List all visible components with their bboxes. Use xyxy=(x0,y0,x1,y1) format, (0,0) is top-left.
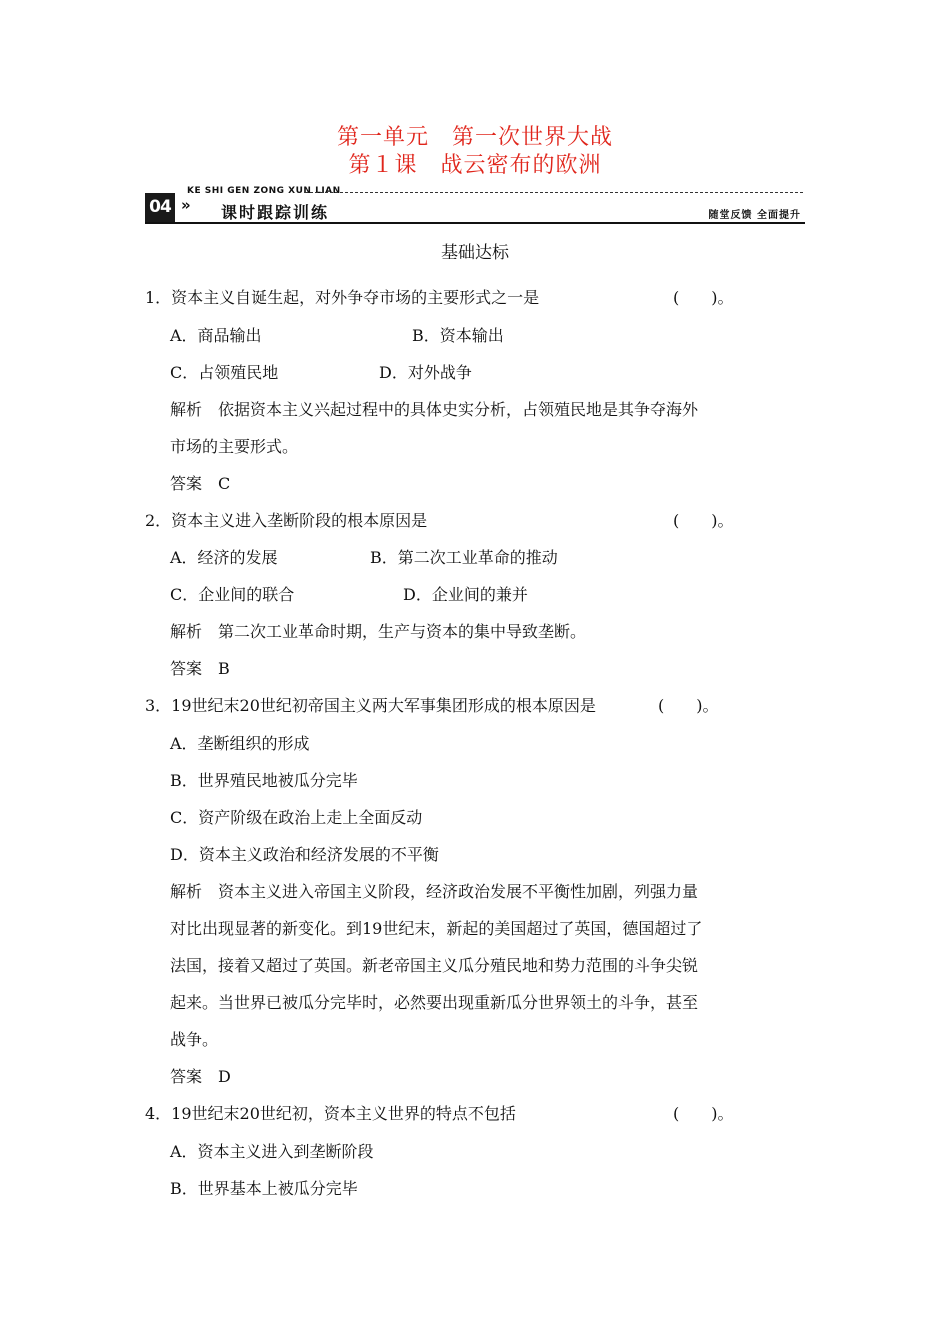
question-3-option-c: C．资产阶级在政治上走上全面反动 xyxy=(170,808,423,827)
question-3-answer: 答案 D xyxy=(170,1067,231,1086)
question-1-option-a: A．商品输出 xyxy=(170,326,262,345)
section-banner xyxy=(145,186,805,226)
question-1-option-c: C．占领殖民地 xyxy=(170,363,279,382)
question-3-stem: 3．19世纪末20世纪初帝国主义两大军事集团形成的根本原因是 xyxy=(145,696,596,715)
question-3-analysis-line: 法国，接着又超过了英国。新老帝国主义瓜分殖民地和势力范围的斗争尖锐 xyxy=(170,956,699,975)
question-2-analysis-line: 解析 第二次工业革命时期，生产与资本的集中导致垄断。 xyxy=(170,622,587,641)
question-3-option-d: D．资本主义政治和经济发展的不平衡 xyxy=(170,845,439,864)
question-2-answer-blank: ( )。 xyxy=(673,511,734,530)
question-2-option-b: B．第二次工业革命的推动 xyxy=(370,548,558,567)
question-3-analysis-line: 对比出现显著的新变化。到19世纪末，新起的美国超过了英国，德国超过了 xyxy=(170,919,703,938)
banner-dotted-divider xyxy=(305,192,803,193)
question-2-option-c: C．企业间的联合 xyxy=(170,585,295,604)
banner-badge: 04 xyxy=(145,193,175,222)
question-3-analysis-line: 解析 资本主义进入帝国主义阶段，经济政治发展不平衡性加剧，列强力量 xyxy=(170,882,699,901)
question-2-stem: 2．资本主义进入垄断阶段的根本原因是 xyxy=(145,511,428,530)
banner-title: 课时跟踪训练 xyxy=(221,203,330,222)
question-3-answer-blank: ( )。 xyxy=(658,696,719,715)
question-1-answer: 答案 C xyxy=(170,474,231,493)
section-title: 基础达标 xyxy=(441,243,509,263)
question-4-stem: 4．19世纪末20世纪初，资本主义世界的特点不包括 xyxy=(145,1104,516,1123)
question-1-answer-blank: ( )。 xyxy=(673,288,734,307)
lesson-title: 第１课 战云密布的欧洲 xyxy=(348,153,602,178)
question-3-analysis-line: 起来。当世界已被瓜分完毕时，必然要出现重新瓜分世界领土的斗争，甚至 xyxy=(170,993,699,1012)
question-1-analysis-line: 市场的主要形式。 xyxy=(170,437,299,456)
banner-divider xyxy=(145,222,805,224)
question-3-option-a: A．垄断组织的形成 xyxy=(170,734,310,753)
banner-right-text: 随堂反馈 全面提升 xyxy=(708,210,801,221)
question-1-option-d: D．对外战争 xyxy=(379,363,472,382)
question-1-stem: 1．资本主义自诞生起，对外争夺市场的主要形式之一是 xyxy=(145,288,540,307)
question-3-analysis-line: 战争。 xyxy=(170,1030,219,1049)
question-3-option-b: B．世界殖民地被瓜分完毕 xyxy=(170,771,358,790)
question-4-answer-blank: ( )。 xyxy=(673,1104,734,1123)
unit-title: 第一单元 第一次世界大战 xyxy=(336,125,613,150)
question-2-answer: 答案 B xyxy=(170,659,230,678)
banner-pinyin: KE SHI GEN ZONG XUN LIAN xyxy=(187,186,341,196)
question-2-option-d: D．企业间的兼并 xyxy=(403,585,528,604)
question-4-option-a: A．资本主义进入到垄断阶段 xyxy=(170,1142,374,1161)
question-1-option-b: B．资本输出 xyxy=(412,326,504,345)
question-2-option-a: A．经济的发展 xyxy=(170,548,278,567)
question-4-option-b: B．世界基本上被瓜分完毕 xyxy=(170,1179,358,1198)
chevron-icon: » xyxy=(181,196,191,214)
question-1-analysis-line: 解析 依据资本主义兴起过程中的具体史实分析，占领殖民地是其争夺海外 xyxy=(170,400,699,419)
